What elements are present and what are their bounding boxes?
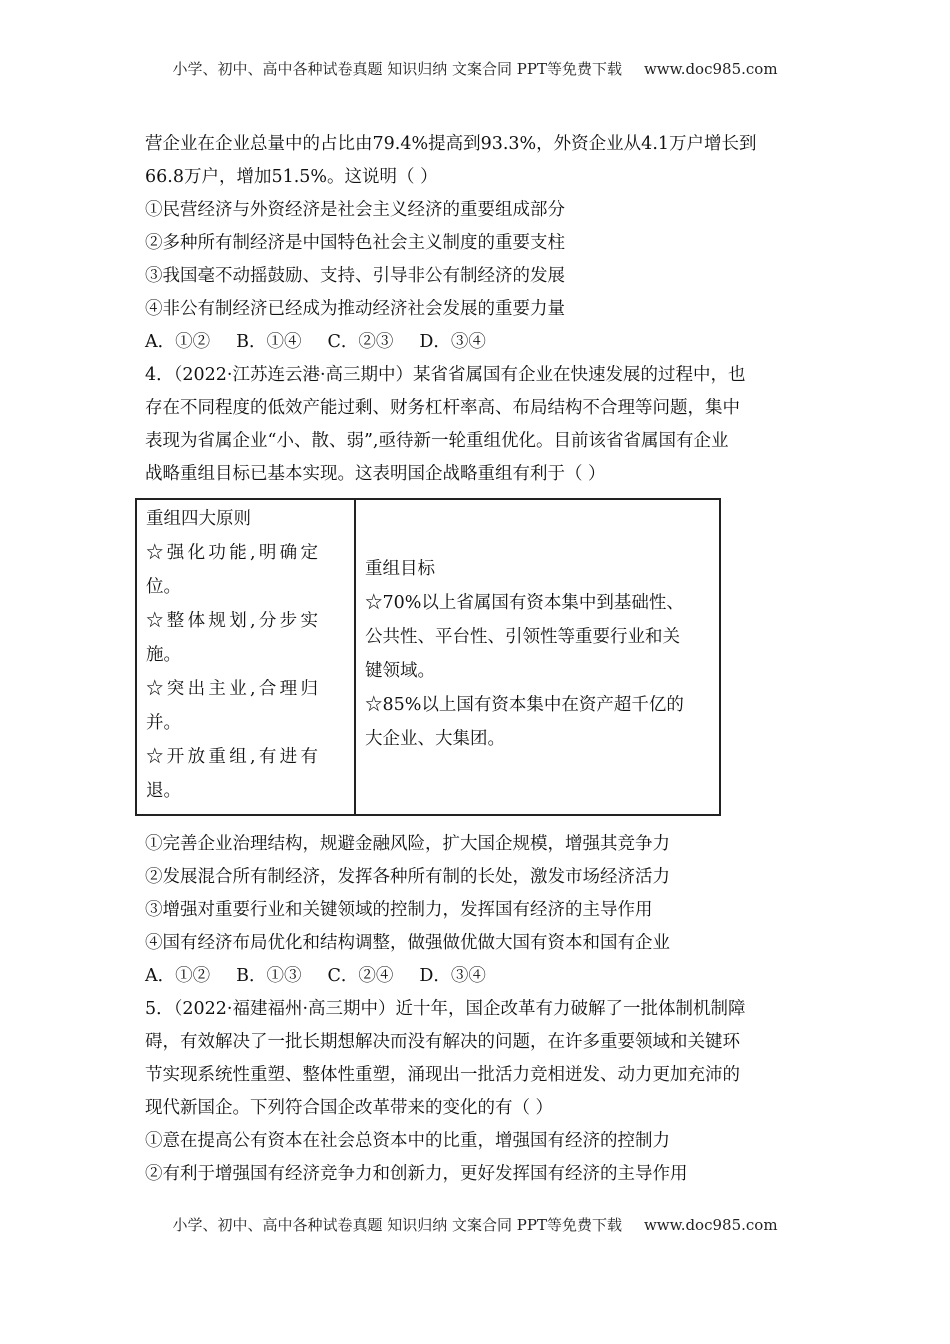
footer-text: 小学、初中、高中各种试卷真题 知识归纳 文案合同 PPT等免费下载 (172, 1216, 622, 1234)
header-site-link[interactable]: www.doc985.com (643, 60, 778, 78)
statement-item: ①民营经济与外资经济是社会主义经济的重要组成部分 (145, 200, 565, 220)
principle-line: ☆突出主业,合理归 (146, 679, 322, 699)
principle-line: 施。 (146, 645, 181, 665)
question-stem-line: 战略重组目标已基本实现。这表明国企战略重组有利于（ ） (145, 464, 606, 484)
question-stem-line: 营企业在企业总量中的占比由79.4%提高到93.3%，外资企业从4.1万户增长到 (145, 134, 757, 154)
question-stem-line: 节实现系统性重塑、整体性重塑，涌现出一批活力竞相迸发、动力更加充沛的 (145, 1065, 740, 1085)
principle-line: 并。 (146, 713, 181, 733)
question-stem-line: 现代新国企。下列符合国企改革带来的变化的有（ ） (145, 1098, 554, 1118)
principles-heading: 重组四大原则 (146, 509, 251, 529)
statement-item: ③我国毫不动摇鼓励、支持、引导非公有制经济的发展 (145, 266, 565, 286)
document-body (145, 128, 810, 1191)
goal-line: ☆85%以上国有资本集中在资产超千亿的 (365, 695, 684, 715)
question-stem-line: 4．（2022·江苏连云港·高三期中）某省省属国有企业在快速发展的过程中，也 (145, 365, 746, 385)
goals-cell (355, 499, 720, 815)
question-3 (145, 128, 810, 359)
question-5 (145, 993, 810, 1191)
question-stem-line: 表现为省属企业“小、散、弱”,亟待新一轮重组优化。目前该省省属国有企业 (145, 431, 729, 451)
option-d: D．③④ (419, 966, 486, 986)
principle-line: 退。 (146, 781, 181, 801)
principle-line: ☆强化功能,明确定 (146, 543, 322, 563)
option-b: B．①④ (236, 332, 302, 352)
goal-line: 键领域。 (365, 661, 435, 681)
statement-item: ④非公有制经济已经成为推动经济社会发展的重要力量 (145, 299, 565, 319)
option-c: C．②④ (327, 966, 394, 986)
statement-item: ②发展混合所有制经济，发挥各种所有制的长处，激发市场经济活力 (145, 867, 670, 887)
statement-item: ①意在提高公有资本在社会总资本中的比重，增强国有经济的控制力 (145, 1131, 670, 1151)
question-4 (145, 359, 810, 993)
principle-line: ☆开放重组,有进有 (146, 747, 322, 767)
question-stem-line: 碍，有效解决了一批长期想解决而没有解决的问题，在许多重要领域和关键环 (145, 1032, 740, 1052)
goal-line: 大企业、大集团。 (365, 729, 505, 749)
goals-heading: 重组目标 (365, 559, 435, 579)
question-stem-line: 66.8万户，增加51.5%。这说明（ ） (145, 167, 438, 187)
statement-item: ③增强对重要行业和关键领域的控制力，发挥国有经济的主导作用 (145, 900, 653, 920)
statement-item: ④国有经济布局优化和结构调整，做强做优做大国有资本和国有企业 (145, 933, 670, 953)
page-footer (0, 1214, 950, 1235)
principle-line: 位。 (146, 577, 181, 597)
option-a: A．①② (145, 966, 211, 986)
option-c: C．②③ (327, 332, 394, 352)
principles-cell (136, 499, 355, 815)
statement-item: ②有利于增强国有经济竞争力和创新力，更好发挥国有经济的主导作用 (145, 1164, 688, 1184)
principle-line: ☆整体规划,分步实 (146, 611, 322, 631)
option-a: A．①② (145, 332, 211, 352)
answer-options (145, 326, 810, 359)
option-b: B．①③ (236, 966, 302, 986)
question-stem-line: 存在不同程度的低效产能过剩、财务杠杆率高、布局结构不合理等问题，集中 (145, 398, 740, 418)
footer-site-link[interactable]: www.doc985.com (643, 1216, 778, 1234)
statement-item: ①完善企业治理结构，规避金融风险，扩大国企规模，增强其竞争力 (145, 834, 670, 854)
header-text: 小学、初中、高中各种试卷真题 知识归纳 文案合同 PPT等免费下载 (172, 60, 622, 78)
goal-line: ☆70%以上省属国有资本集中到基础性、 (365, 593, 684, 613)
statement-item: ②多种所有制经济是中国特色社会主义制度的重要支柱 (145, 233, 565, 253)
question-stem-line: 5．（2022·福建福州·高三期中）近十年，国企改革有力破解了一批体制机制障 (145, 999, 746, 1019)
option-d: D．③④ (419, 332, 486, 352)
goal-line: 公共性、平台性、引领性等重要行业和关 (365, 627, 680, 647)
page-header (0, 58, 950, 79)
answer-options (145, 960, 810, 993)
restructuring-table (135, 498, 721, 816)
